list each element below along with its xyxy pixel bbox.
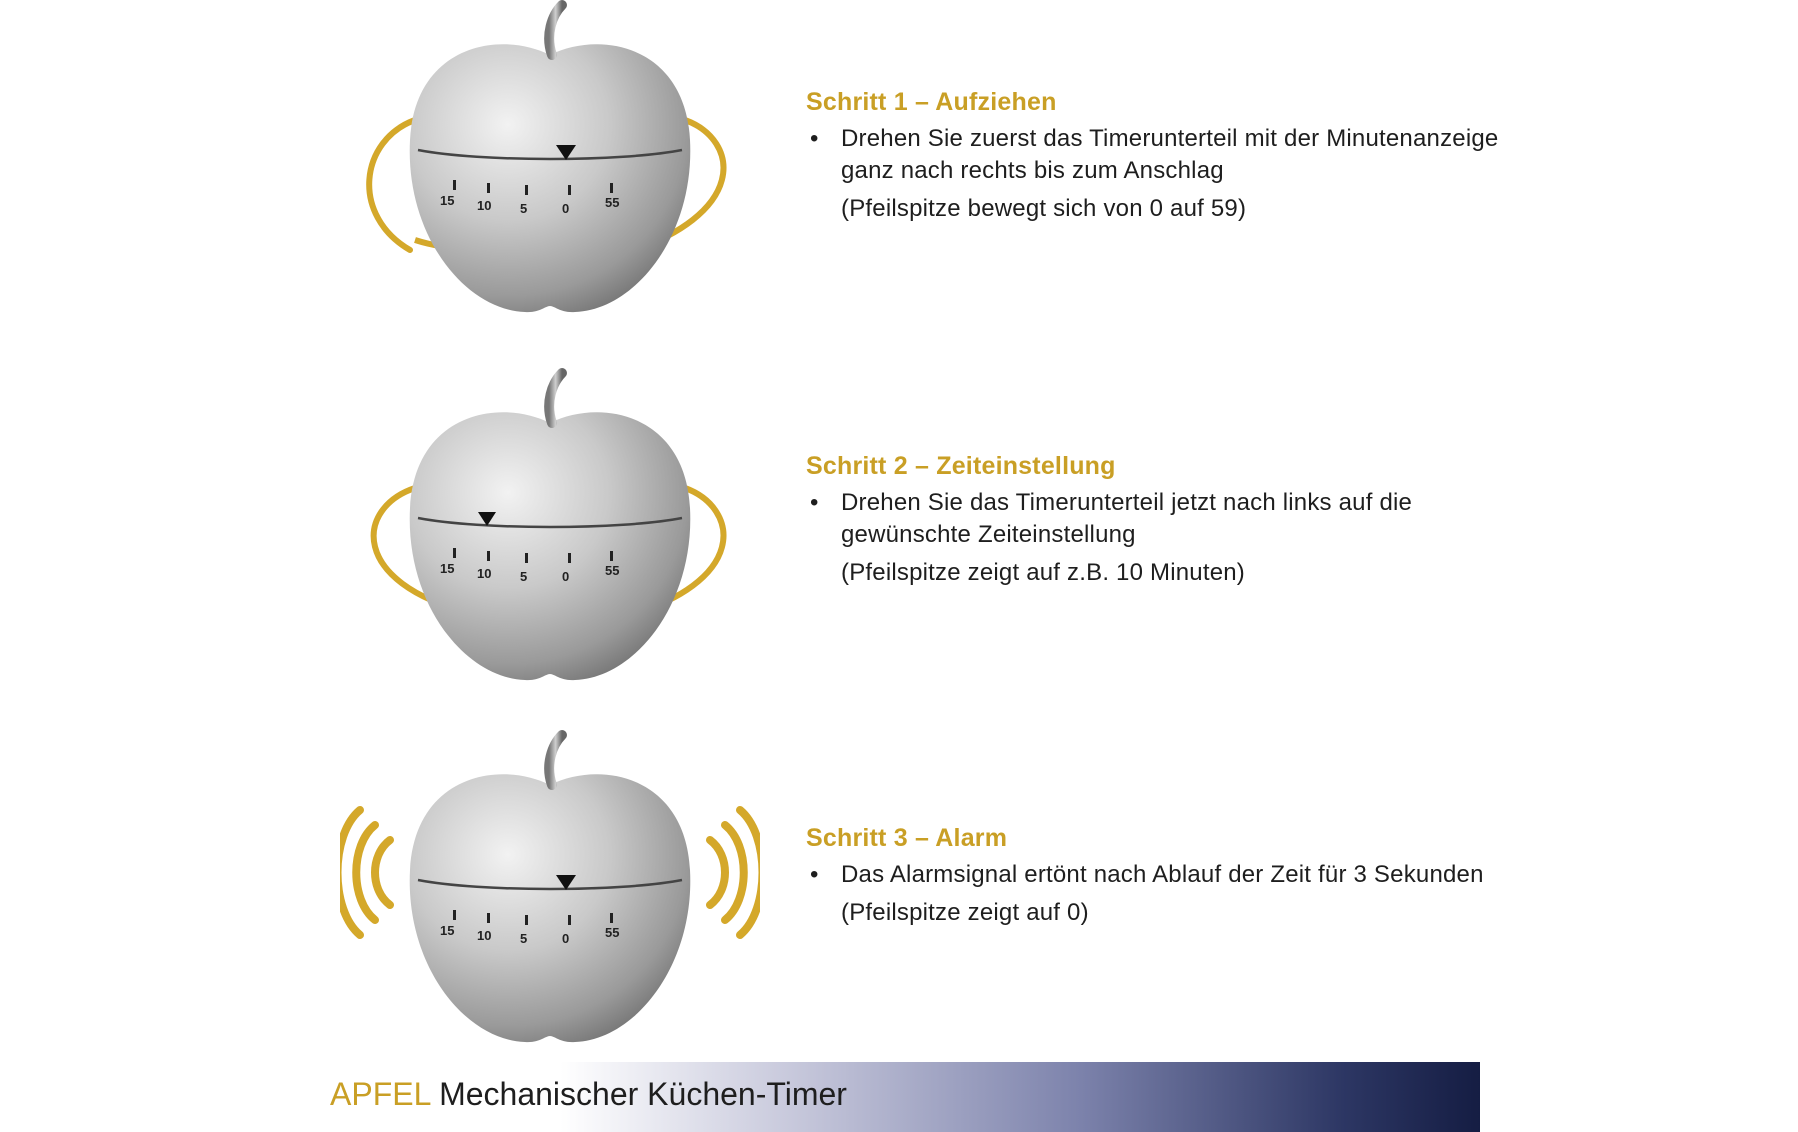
dial-label-5: 5 [520,931,528,946]
step-1-text [806,88,1506,225]
step-3-note: (Pfeilspitze zeigt auf 0) [841,899,1089,926]
footer-product: Mechanischer Küchen-Timer [439,1076,847,1112]
step-2-illustration [340,368,760,708]
bullet-icon: • [810,861,819,888]
step-3-illustration [340,730,760,1070]
dial-label-55: 55 [605,563,620,578]
step-2-instruction [806,487,1506,551]
apple-timer-image [340,730,760,1070]
step-1-title: Schritt 1 – Aufziehen [806,88,1057,116]
dial-label-15: 15 [440,193,455,208]
footer-banner [330,1062,1480,1132]
step-1-note: (Pfeilspitze bewegt sich von 0 auf 59) [841,195,1247,222]
step-3-instruction-text: Das Alarmsignal ertönt nach Ablauf der Zeit für 3 Sekunden [841,861,1484,888]
step-2-title: Schritt 2 – Zeiteinstellung [806,452,1116,480]
step-2-text [806,452,1506,589]
dial-label-55: 55 [605,195,620,210]
apple-timer-image [340,0,760,340]
step-3-instruction [806,859,1506,891]
footer-title [330,1076,847,1113]
dial-label-55: 55 [605,925,620,940]
dial-label-10: 10 [477,928,492,943]
step-1-instruction [806,123,1506,187]
dial-label-5: 5 [520,201,528,216]
apple-timer-image [340,368,760,708]
step-1-illustration [340,0,760,340]
dial-label-0: 0 [562,931,570,946]
apple-body [410,412,691,680]
step-2-note: (Pfeilspitze zeigt auf z.B. 10 Minuten) [841,559,1245,586]
footer-brand: APFEL [330,1076,431,1112]
bullet-icon: • [810,125,819,152]
bullet-icon: • [810,489,819,516]
step-1-instruction-text: Drehen Sie zuerst das Timerunterteil mit der Minutenanzeige ganz nach rechts bis zum Anschlag [841,125,1499,184]
dial-label-10: 10 [477,198,492,213]
apple-body [410,774,691,1042]
step-3-text [806,824,1506,929]
step-3-title: Schritt 3 – Alarm [806,824,1008,852]
dial-label-10: 10 [477,566,492,581]
step-2-instruction-text: Drehen Sie das Timerunterteil jetzt nach links auf die gewünschte Zeiteinstellung [841,489,1413,548]
dial-label-0: 0 [562,569,570,584]
dial-label-15: 15 [440,923,455,938]
dial-label-5: 5 [520,569,528,584]
apple-body [410,44,691,312]
dial-label-0: 0 [562,201,570,216]
dial-label-15: 15 [440,561,455,576]
